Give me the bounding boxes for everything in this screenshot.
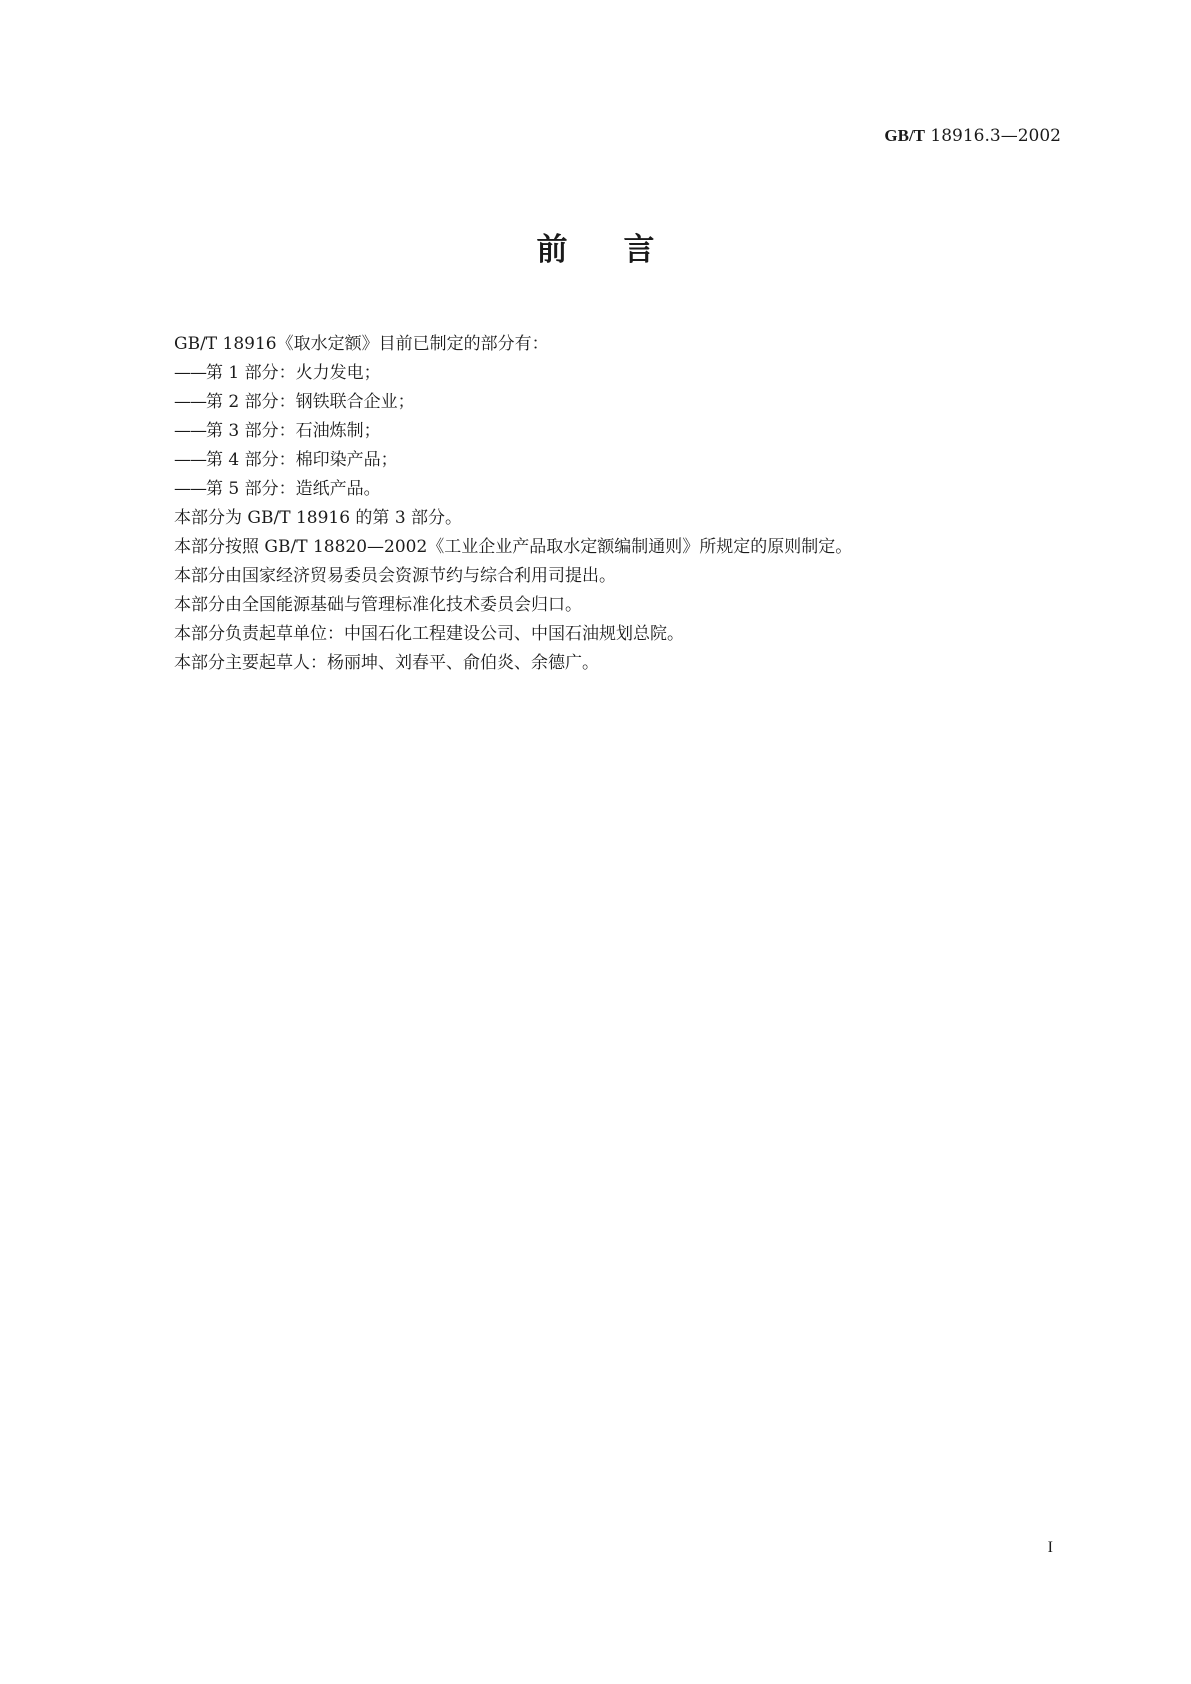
paragraph: 本部分为 GB/T 18916 的第 3 部分。 (174, 508, 463, 528)
paragraph: 本部分负责起草单位：中国石化工程建设公司、中国石油规划总院。 (174, 624, 684, 644)
list-item-text: 第 2 部分：钢铁联合企业； (206, 392, 415, 412)
list-item (174, 388, 1054, 417)
list-item (174, 417, 1054, 446)
page-title: 前言 (536, 232, 711, 268)
list-item-text: 第 4 部分：棉印染产品； (206, 450, 398, 470)
list-dash: —— (174, 479, 206, 499)
standard-prefix: GB/T (884, 126, 926, 145)
list-item-text: 第 1 部分：火力发电； (206, 363, 381, 383)
paragraph: 本部分由全国能源基础与管理标准化技术委员会归口。 (174, 595, 582, 615)
paragraph: 本部分主要起草人：杨丽坤、刘春平、俞伯炎、余德广。 (174, 653, 599, 673)
paragraph: 本部分由国家经济贸易委员会资源节约与综合利用司提出。 (174, 566, 616, 586)
list-dash: —— (174, 392, 206, 412)
list-item-text: 第 5 部分：造纸产品。 (206, 479, 381, 499)
intro-paragraph: GB/T 18916《取水定额》目前已制定的部分有： (174, 334, 549, 354)
page-number: I (1047, 1539, 1053, 1556)
list-item (174, 446, 1054, 475)
foreword-body (174, 330, 1054, 678)
list-dash: —— (174, 450, 206, 470)
list-dash: —— (174, 421, 206, 441)
list-item (174, 359, 1054, 388)
list-item (174, 475, 1054, 504)
standard-code (884, 126, 1061, 146)
list-dash: —— (174, 363, 206, 383)
paragraph: 本部分按照 GB/T 18820—2002《工业企业产品取水定额编制通则》所规定的原则制定。 (174, 537, 853, 557)
standard-number: 18916.3—2002 (930, 126, 1061, 146)
list-item-text: 第 3 部分：石油炼制； (206, 421, 381, 441)
